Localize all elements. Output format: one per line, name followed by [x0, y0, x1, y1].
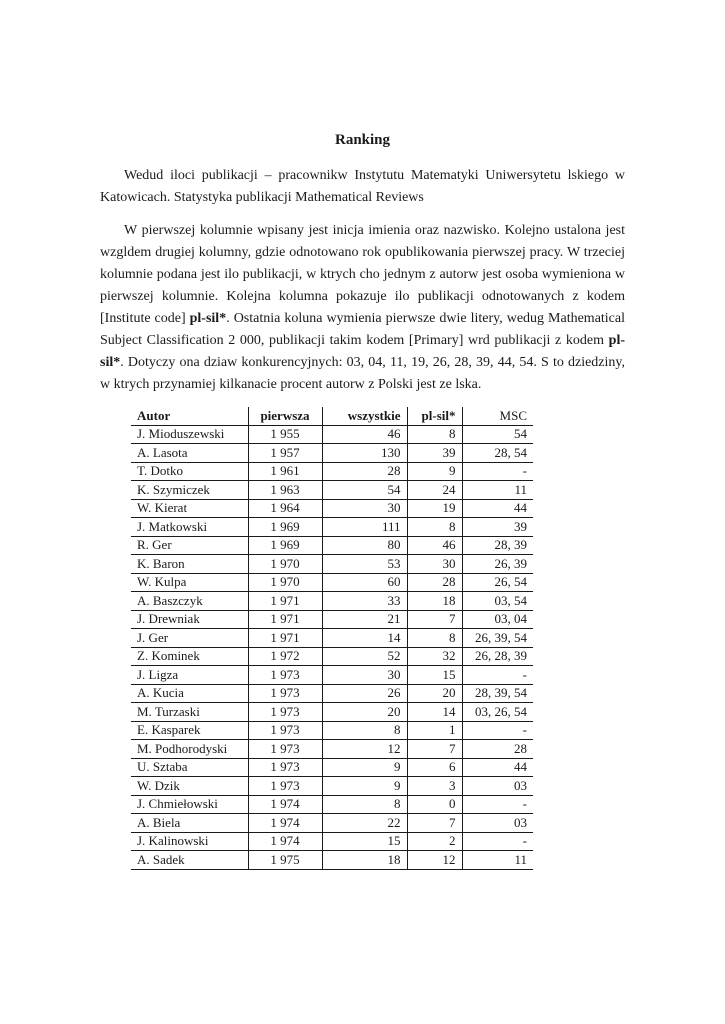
table-row [131, 851, 533, 870]
table-cell: 1 963 [248, 481, 322, 500]
table-cell: 54 [462, 425, 533, 444]
table-cell: 46 [407, 536, 462, 555]
table-cell: 30 [322, 666, 407, 685]
table-cell: 14 [407, 703, 462, 722]
table-row [131, 832, 533, 851]
table-cell: 39 [462, 518, 533, 537]
ranking-table-body [131, 425, 533, 869]
table-cell: 1 974 [248, 814, 322, 833]
table-cell: 1 973 [248, 666, 322, 685]
table-row [131, 703, 533, 722]
table-cell: 44 [462, 499, 533, 518]
table-cell: 7 [407, 610, 462, 629]
table-cell: 60 [322, 573, 407, 592]
table-row [131, 758, 533, 777]
table-cell: 03, 26, 54 [462, 703, 533, 722]
body-text: Wedud iloci publikacji – pracownikw Instytutu Matematyki Uniwersytetu lskiego w Katowicach. Statystyka publikacji Mathematical Reviews [100, 168, 625, 205]
table-cell: 1 969 [248, 536, 322, 555]
table-cell: 12 [322, 740, 407, 759]
table-cell: 8 [322, 795, 407, 814]
table-cell: 44 [462, 758, 533, 777]
table-row [131, 795, 533, 814]
table-cell: A. Baszczyk [131, 592, 248, 611]
table-cell: K. Baron [131, 555, 248, 574]
table-cell: 54 [322, 481, 407, 500]
table-cell: M. Turzaski [131, 703, 248, 722]
body-text: W pierwszej kolumnie wpisany jest inicja imienia oraz nazwisko. Kolejno ustalona jest wzgldem drugiej kolumny, gdzie odnotowano rok opublikowania pierwszej pracy. W trzeciej kolumnie podana jest ilo publikacji, w ktrych cho jednym z autorw jest osoba wymieniona w pierwszej kolumnie. Kolejna kolumna pokazuje ilo publikacji odnotowanych z kodem [Institute code] [100, 223, 625, 326]
table-row [131, 425, 533, 444]
table-cell: 8 [407, 425, 462, 444]
table-cell: 33 [322, 592, 407, 611]
description-paragraph [100, 220, 625, 396]
table-row [131, 481, 533, 500]
table-row [131, 555, 533, 574]
table-cell: 1 970 [248, 573, 322, 592]
table-cell: 20 [322, 703, 407, 722]
table-cell: K. Szymiczek [131, 481, 248, 500]
table-row [131, 647, 533, 666]
table-cell: 18 [322, 851, 407, 870]
table-cell: 1 973 [248, 758, 322, 777]
table-cell: 8 [322, 721, 407, 740]
table-cell: 14 [322, 629, 407, 648]
table-row [131, 629, 533, 648]
table-cell: 03 [462, 814, 533, 833]
table-cell: 7 [407, 814, 462, 833]
table-cell: 9 [407, 462, 462, 481]
table-row [131, 740, 533, 759]
table-cell: - [462, 462, 533, 481]
column-header: wszystkie [322, 407, 407, 425]
table-cell: 1 971 [248, 629, 322, 648]
table-cell: - [462, 721, 533, 740]
table-cell: 1 975 [248, 851, 322, 870]
table-row [131, 684, 533, 703]
table-cell: 26, 28, 39 [462, 647, 533, 666]
table-cell: 18 [407, 592, 462, 611]
table-cell: T. Dotko [131, 462, 248, 481]
table-cell: J. Chmiełowski [131, 795, 248, 814]
table-cell: 6 [407, 758, 462, 777]
table-cell: 1 971 [248, 610, 322, 629]
table-cell: E. Kasparek [131, 721, 248, 740]
table-cell: 28 [462, 740, 533, 759]
table-cell: 24 [407, 481, 462, 500]
table-cell: 80 [322, 536, 407, 555]
table-cell: 1 973 [248, 777, 322, 796]
table-cell: 03 [462, 777, 533, 796]
table-cell: 28, 54 [462, 444, 533, 463]
table-cell: 8 [407, 629, 462, 648]
table-row [131, 814, 533, 833]
table-cell: 30 [407, 555, 462, 574]
table-cell: 03, 54 [462, 592, 533, 611]
emphasized-text: pl-sil* [100, 333, 625, 370]
table-cell: 26 [322, 684, 407, 703]
table-cell: 30 [322, 499, 407, 518]
page-title: Ranking [334, 132, 391, 148]
table-row [131, 592, 533, 611]
table-row [131, 462, 533, 481]
table-cell: 0 [407, 795, 462, 814]
ranking-table [131, 407, 533, 870]
table-cell: A. Sadek [131, 851, 248, 870]
table-cell: 1 973 [248, 721, 322, 740]
table-cell: 15 [407, 666, 462, 685]
table-cell: 19 [407, 499, 462, 518]
table-header-row [131, 407, 533, 425]
body-text: . Ostatnia koluna wymienia pierwsze dwie litery, wedug Mathematical Subject Classification 2 000, publikacji takim kodem [Primary] wrd publikacji z kodem [100, 311, 625, 348]
table-cell: 28, 39 [462, 536, 533, 555]
table-cell: J. Mioduszewski [131, 425, 248, 444]
column-header: Autor [131, 407, 248, 425]
table-row [131, 536, 533, 555]
table-cell: 3 [407, 777, 462, 796]
table-cell: 1 974 [248, 832, 322, 851]
table-cell: Z. Kominek [131, 647, 248, 666]
table-cell: 1 973 [248, 703, 322, 722]
table-row [131, 499, 533, 518]
body-text: . Dotyczy ona dziaw konkurencyjnych: 03, 04, 11, 19, 26, 28, 39, 44, 54. S to dziedziny, w ktrych przynamiej kilkanacie procent autorw z Polski jest ze lska. [100, 355, 625, 392]
table-cell: 11 [462, 481, 533, 500]
table-cell: 8 [407, 518, 462, 537]
table-cell: 28 [407, 573, 462, 592]
table-cell: 20 [407, 684, 462, 703]
table-cell: A. Lasota [131, 444, 248, 463]
table-cell: 32 [407, 647, 462, 666]
table-cell: 26, 54 [462, 573, 533, 592]
table-cell: - [462, 666, 533, 685]
table-cell: 46 [322, 425, 407, 444]
table-row [131, 518, 533, 537]
table-cell: 15 [322, 832, 407, 851]
table-row [131, 666, 533, 685]
table-cell: 52 [322, 647, 407, 666]
table-cell: W. Dzik [131, 777, 248, 796]
table-cell: J. Ligza [131, 666, 248, 685]
table-cell: 1 973 [248, 684, 322, 703]
table-cell: - [462, 795, 533, 814]
table-cell: 1 [407, 721, 462, 740]
column-header: MSC [462, 407, 533, 425]
table-cell: 130 [322, 444, 407, 463]
table-cell: 22 [322, 814, 407, 833]
table-row [131, 777, 533, 796]
table-cell: 21 [322, 610, 407, 629]
table-cell: 2 [407, 832, 462, 851]
table-cell: A. Kucia [131, 684, 248, 703]
table-cell: M. Podhorodyski [131, 740, 248, 759]
table-cell: 1 964 [248, 499, 322, 518]
table-cell: 03, 04 [462, 610, 533, 629]
emphasized-text: pl-sil* [189, 311, 227, 326]
table-cell: 28 [322, 462, 407, 481]
table-cell: 1 957 [248, 444, 322, 463]
table-row [131, 610, 533, 629]
table-cell: 7 [407, 740, 462, 759]
table-row [131, 721, 533, 740]
table-cell: 11 [462, 851, 533, 870]
table-cell: 12 [407, 851, 462, 870]
table-cell: 1 969 [248, 518, 322, 537]
table-cell: 1 955 [248, 425, 322, 444]
column-header: pl-sil* [407, 407, 462, 425]
table-cell: U. Sztaba [131, 758, 248, 777]
table-cell: J. Drewniak [131, 610, 248, 629]
table-cell: 1 974 [248, 795, 322, 814]
table-cell: 111 [322, 518, 407, 537]
table-cell: 1 971 [248, 592, 322, 611]
column-header: pierwsza [248, 407, 322, 425]
intro-paragraph [100, 165, 625, 209]
table-cell: J. Matkowski [131, 518, 248, 537]
table-cell: 53 [322, 555, 407, 574]
table-cell: 9 [322, 777, 407, 796]
table-cell: 39 [407, 444, 462, 463]
table-cell: 26, 39, 54 [462, 629, 533, 648]
table-cell: 26, 39 [462, 555, 533, 574]
table-cell: W. Kierat [131, 499, 248, 518]
table-cell: 1 973 [248, 740, 322, 759]
table-cell: A. Biela [131, 814, 248, 833]
table-cell: 28, 39, 54 [462, 684, 533, 703]
table-cell: J. Kalinowski [131, 832, 248, 851]
table-cell: 1 972 [248, 647, 322, 666]
table-cell: 9 [322, 758, 407, 777]
table-row [131, 573, 533, 592]
table-cell: 1 961 [248, 462, 322, 481]
table-row [131, 444, 533, 463]
table-cell: - [462, 832, 533, 851]
table-cell: J. Ger [131, 629, 248, 648]
table-cell: R. Ger [131, 536, 248, 555]
table-cell: 1 970 [248, 555, 322, 574]
table-cell: W. Kulpa [131, 573, 248, 592]
